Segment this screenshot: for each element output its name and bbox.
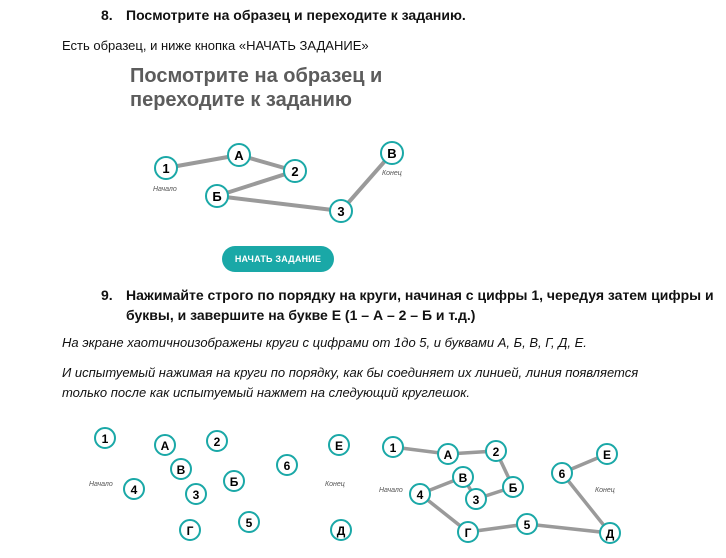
task-left-board	[89, 428, 351, 540]
svg-text:1: 1	[101, 432, 109, 446]
task-left-node-d[interactable]	[331, 520, 351, 540]
svg-text:6: 6	[283, 459, 291, 473]
svg-text:5: 5	[523, 518, 531, 532]
demo-title-line-1: Посмотрите на образец и	[130, 65, 383, 87]
svg-text:А: А	[160, 439, 170, 453]
task-left-node-a[interactable]	[155, 435, 175, 455]
demo-title-line-2: переходите к заданию	[130, 89, 352, 111]
svg-text:Б: Б	[229, 475, 239, 489]
step-8-number: 8.	[101, 7, 113, 23]
step-9-paragraph-1: На экране хаотичноизображены круги с цифрами от 1до 5, и буквами А, Б, В, Г, Д, Е.	[62, 335, 587, 350]
step-9-title-line-1: Нажимайте строго по порядку на круги, начиная с цифры 1, чередуя затем цифры и	[126, 287, 714, 303]
task-right-end-label: Конец	[595, 487, 615, 494]
svg-text:Е: Е	[334, 439, 344, 453]
svg-text:5: 5	[245, 516, 253, 530]
svg-text:2: 2	[291, 164, 299, 179]
demo-end-label: Конец	[382, 170, 402, 177]
task-right-node-e[interactable]	[597, 444, 617, 464]
svg-text:3: 3	[472, 493, 480, 507]
task-right-node-b[interactable]	[503, 477, 523, 497]
svg-text:В: В	[458, 471, 468, 485]
task-right-node-v[interactable]	[453, 467, 473, 487]
step-9-number: 9.	[101, 287, 113, 303]
svg-text:Е: Е	[602, 448, 612, 462]
task-left-node-2[interactable]	[207, 431, 227, 451]
svg-text:3: 3	[192, 488, 200, 502]
svg-text:Б: Б	[212, 189, 222, 204]
svg-text:А: А	[443, 448, 453, 462]
task-left-node-1[interactable]	[95, 428, 115, 448]
step-8-title: Посмотрите на образец и переходите к заданию.	[126, 7, 466, 23]
step-9-paragraph-2-line-1: И испытуемый нажимая на круги по порядку, как бы соединяет их линией, линия появляется	[62, 365, 639, 380]
task-left-end-label: Конец	[325, 481, 345, 488]
task-left-start-label: Начало	[89, 481, 113, 488]
task-right-node-4[interactable]	[410, 484, 430, 504]
task-right-node-6[interactable]	[552, 463, 572, 483]
task-right-node-g[interactable]	[458, 522, 478, 542]
svg-text:3: 3	[337, 204, 345, 219]
svg-text:Д: Д	[605, 527, 615, 541]
task-left-node-4[interactable]	[124, 479, 144, 499]
svg-text:6: 6	[558, 467, 566, 481]
svg-text:А: А	[234, 148, 244, 163]
svg-text:Б: Б	[508, 481, 518, 495]
start-task-button[interactable]: НАЧАТЬ ЗАДАНИЕ	[222, 246, 334, 272]
svg-text:4: 4	[130, 483, 138, 497]
task-right-node-3[interactable]	[466, 489, 486, 509]
svg-text:Г: Г	[464, 526, 472, 540]
svg-text:В: В	[176, 463, 186, 477]
task-right-start-label: Начало	[379, 487, 403, 494]
step-9-paragraph-2-line-2: только после как испытуемый нажмет на следующий круглешок.	[62, 385, 471, 400]
task-left-node-5[interactable]	[239, 512, 259, 532]
svg-text:2: 2	[492, 445, 500, 459]
step-8-description: Есть образец, и ниже кнопка «НАЧАТЬ ЗАДАНИЕ»	[62, 38, 369, 53]
task-right-board	[379, 437, 620, 543]
step-9-title-line-2: буквы, и завершите на букве Е (1 – А – 2 – Б и т.д.)	[126, 307, 476, 323]
task-left-node-b[interactable]	[224, 471, 244, 491]
task-left-node-3[interactable]	[186, 484, 206, 504]
task-right-node-5[interactable]	[517, 514, 537, 534]
svg-text:Г: Г	[186, 524, 194, 538]
task-left-node-v[interactable]	[171, 459, 191, 479]
task-left-node-6[interactable]	[277, 455, 297, 475]
svg-text:1: 1	[389, 441, 397, 455]
svg-text:4: 4	[416, 488, 424, 502]
task-right-node-d[interactable]	[600, 523, 620, 543]
svg-text:Д: Д	[336, 524, 346, 538]
task-right-node-2[interactable]	[486, 441, 506, 461]
demo-start-label: Начало	[153, 186, 177, 193]
task-right-node-a[interactable]	[438, 444, 458, 464]
svg-text:В: В	[387, 146, 397, 161]
svg-text:2: 2	[213, 435, 221, 449]
task-left-node-e[interactable]	[329, 435, 349, 455]
task-left-node-g[interactable]	[180, 520, 200, 540]
task-right-node-1[interactable]	[383, 437, 403, 457]
svg-text:1: 1	[162, 161, 170, 176]
